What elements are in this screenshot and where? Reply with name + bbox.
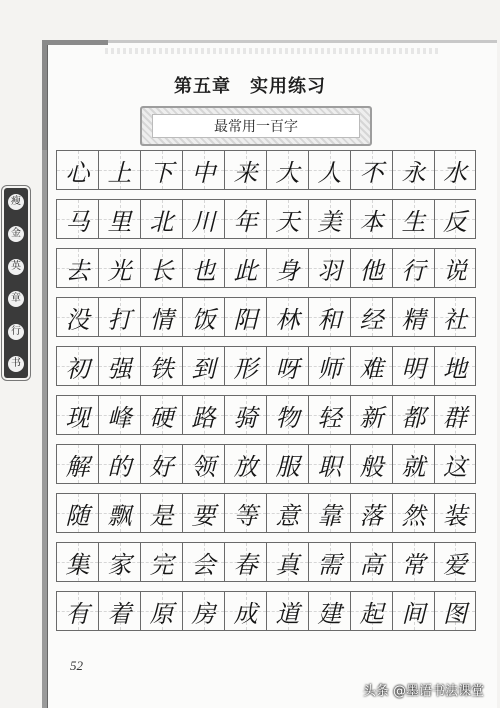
practice-character: 领 [191,452,216,481]
section-banner-text: 最常用一百字 [214,119,298,135]
practice-character: 新 [359,403,384,432]
practice-character: 身 [275,256,300,285]
practice-character: 年 [233,207,258,236]
practice-character: 美 [317,207,342,236]
practice-character: 起 [359,599,384,628]
grid-cell [140,297,182,337]
practice-character: 有 [65,599,90,628]
grid-cell [56,395,98,435]
grid-cell [350,493,392,533]
practice-character: 都 [401,403,426,432]
practice-character: 他 [359,256,384,285]
grid-cell [182,297,224,337]
practice-character: 随 [65,501,90,530]
grid-cell [98,542,140,582]
grid-cell [308,346,350,386]
grid-cell [308,248,350,288]
practice-character: 阳 [233,305,258,334]
practice-character: 下 [149,158,174,187]
grid-cell [56,493,98,533]
practice-character: 和 [317,305,342,334]
practice-character: 难 [359,354,384,383]
practice-character: 靠 [317,501,342,530]
grid-cell [434,395,476,435]
grid-cell [392,297,434,337]
side-tab-char: 瘦 [8,194,24,210]
practice-character: 强 [107,354,132,383]
grid-cell [98,493,140,533]
grid-cell [350,542,392,582]
side-tab-char: 章 [8,291,24,307]
grid-cell [392,395,434,435]
practice-character: 精 [401,305,426,334]
grid-cell [308,297,350,337]
grid-cell [98,297,140,337]
grid-cell [308,542,350,582]
grid-cell [182,150,224,190]
grid-cell [308,591,350,631]
grid-cell [392,199,434,239]
practice-character: 需 [317,550,342,579]
practice-character: 装 [443,501,467,530]
practice-character: 羽 [317,256,342,285]
practice-character: 然 [401,501,426,530]
practice-character: 呀 [275,354,300,383]
practice-grid [56,150,476,631]
grid-cell [140,248,182,288]
practice-character: 图 [443,599,467,628]
grid-cell [98,444,140,484]
grid-cell [224,444,266,484]
grid-cell [434,493,476,533]
practice-character: 的 [107,452,132,481]
practice-character: 长 [149,256,174,285]
grid-cell [434,150,476,190]
practice-character: 生 [401,207,426,236]
grid-cell [266,444,308,484]
grid-cell [266,395,308,435]
grid-cell [140,199,182,239]
practice-character: 中 [191,158,216,187]
grid-cell [266,150,308,190]
grid-cell [56,248,98,288]
practice-character: 落 [359,501,384,530]
grid-cell [350,346,392,386]
practice-character: 成 [233,599,258,628]
grid-cell [392,542,434,582]
grid-cell [182,346,224,386]
grid-cell [392,444,434,484]
grid-cell [140,395,182,435]
practice-character: 飘 [107,501,132,530]
grid-cell [224,542,266,582]
practice-character: 师 [317,354,342,383]
practice-character: 房 [191,599,216,628]
side-tab-char: 书 [8,356,24,372]
grid-cell [434,591,476,631]
practice-character: 社 [443,305,467,334]
practice-character: 完 [149,550,174,579]
practice-character: 林 [275,305,300,334]
practice-character: 常 [401,550,426,579]
grid-cell [140,346,182,386]
practice-character: 大 [275,158,300,187]
chapter-title: 第五章 实用练习 [174,76,326,97]
practice-character: 爱 [443,550,467,579]
practice-character: 集 [65,550,90,579]
grid-cell [266,591,308,631]
grid-cell [140,542,182,582]
practice-character: 路 [191,403,216,432]
grid-cell [350,297,392,337]
practice-character: 里 [107,207,132,236]
practice-character: 等 [233,501,258,530]
grid-cell [392,493,434,533]
practice-character: 打 [107,305,132,334]
practice-character: 行 [401,256,426,285]
practice-character: 天 [275,207,300,236]
practice-character: 群 [443,403,467,432]
grid-cell [224,199,266,239]
practice-character: 马 [65,207,90,236]
side-tab-char: 行 [8,324,24,340]
grid-cell [434,346,476,386]
practice-character: 水 [443,158,467,187]
practice-character: 是 [149,501,174,530]
grid-cell [98,591,140,631]
practice-character: 峰 [107,403,132,432]
grid-cell [224,395,266,435]
practice-character: 现 [65,403,90,432]
grid-cell [182,199,224,239]
practice-character: 解 [65,452,90,481]
grid-cell [266,346,308,386]
practice-character: 来 [233,158,258,187]
grid-cell [350,591,392,631]
practice-character: 间 [401,599,426,628]
practice-character: 初 [65,354,90,383]
grid-cell [182,542,224,582]
practice-character: 上 [107,158,132,187]
practice-character: 川 [191,207,216,236]
practice-character: 铁 [149,354,174,383]
grid-cell [308,199,350,239]
grid-cell [224,150,266,190]
practice-character: 地 [443,354,467,383]
practice-character: 硬 [149,403,174,432]
practice-character: 心 [65,158,90,187]
grid-cell [266,493,308,533]
practice-character: 永 [401,158,426,187]
grid-cell [266,542,308,582]
grid-cell [224,297,266,337]
grid-cell [98,150,140,190]
grid-cell [182,591,224,631]
grid-cell [182,493,224,533]
watermark: 头条 @墨语书法课堂 [362,684,484,699]
practice-character: 道 [275,599,300,628]
practice-character: 人 [317,158,342,187]
grid-cell [308,395,350,435]
practice-character: 这 [443,452,467,481]
practice-character: 就 [401,452,426,481]
grid-cell [98,199,140,239]
grid-cell [350,444,392,484]
grid-cell [392,248,434,288]
grid-cell [56,199,98,239]
practice-character: 物 [275,403,300,432]
grid-cell [350,199,392,239]
practice-character: 原 [149,599,174,628]
grid-cell [224,248,266,288]
practice-character: 本 [359,207,384,236]
grid-cell [392,591,434,631]
grid-cell [182,444,224,484]
practice-character: 真 [275,550,300,579]
practice-character: 不 [359,158,384,187]
practice-character: 骑 [233,403,258,432]
practice-character: 情 [149,305,174,334]
practice-character: 建 [317,599,342,628]
grid-cell [392,346,434,386]
grid-cell [266,199,308,239]
practice-character: 此 [233,256,258,285]
practice-character: 着 [107,599,132,628]
grid-cell [140,444,182,484]
practice-character: 光 [107,256,132,285]
side-tab-char: 英 [8,259,24,275]
practice-character: 经 [359,305,384,334]
grid-cell [56,297,98,337]
grid-cell [308,150,350,190]
practice-character: 也 [191,256,216,285]
practice-character: 明 [401,354,426,383]
practice-character: 意 [275,501,300,530]
grid-cell [350,150,392,190]
practice-character: 反 [443,207,467,236]
grid-cell [308,493,350,533]
grid-cell [56,542,98,582]
practice-character: 形 [233,354,258,383]
grid-cell [224,591,266,631]
practice-character: 饭 [191,305,216,334]
grid-cell [434,248,476,288]
grid-cell [182,248,224,288]
practice-character: 没 [65,305,90,334]
grid-cell [308,444,350,484]
side-tab [4,188,28,378]
grid-cell [98,346,140,386]
practice-character: 春 [233,550,258,579]
grid-cell [392,150,434,190]
practice-character: 好 [149,452,174,481]
grid-cell [434,199,476,239]
grid-cell [56,150,98,190]
grid-cell [224,346,266,386]
page-number: 52 [70,658,83,673]
practice-character: 到 [191,354,216,383]
grid-cell [56,444,98,484]
grid-cell [98,395,140,435]
grid-cell [224,493,266,533]
grid-cell [140,493,182,533]
section-banner-inner [152,114,360,138]
grid-cell [182,395,224,435]
grid-cell [266,297,308,337]
grid-cell [434,444,476,484]
grid-cell [350,248,392,288]
practice-character: 要 [191,501,216,530]
grid-cell [350,395,392,435]
practice-character: 高 [359,550,384,579]
practice-character: 会 [191,550,216,579]
practice-character: 去 [65,256,90,285]
grid-cell [98,248,140,288]
practice-character: 家 [107,550,132,579]
section-banner [140,106,372,146]
grid-cell [140,150,182,190]
practice-character: 服 [275,452,300,481]
grid-cell [140,591,182,631]
practice-character: 北 [149,207,174,236]
grid-cell [56,591,98,631]
practice-character: 般 [359,452,384,481]
practice-character: 职 [317,452,342,481]
practice-character: 说 [443,256,467,285]
side-tab-char: 金 [8,226,24,242]
practice-character: 轻 [317,403,342,432]
grid-cell [434,297,476,337]
grid-cell [266,248,308,288]
grid-cell [56,346,98,386]
top-decoration [105,48,440,54]
practice-character: 放 [233,452,258,481]
grid-cell [434,542,476,582]
